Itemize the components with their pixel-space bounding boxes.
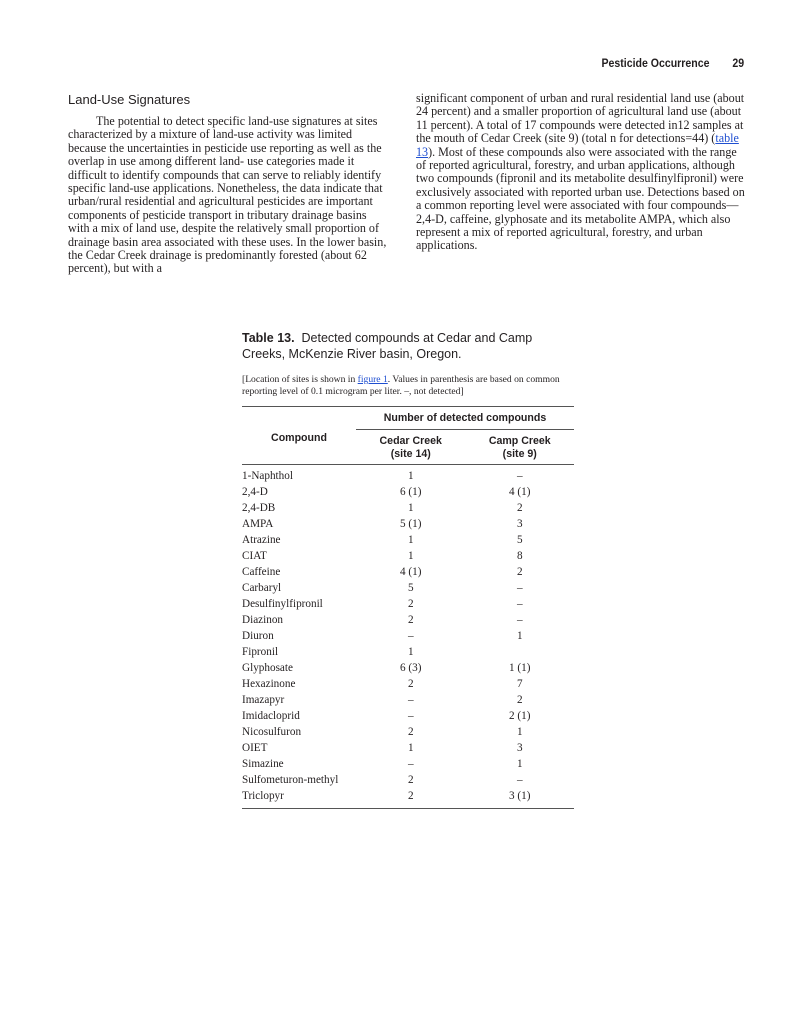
compound-cell: Imidacloprid [242, 710, 300, 722]
camp-creek-cell: – [516, 614, 523, 626]
paragraph-right-text-2: ). Most of these compounds also were associated with the range of reported agricultural, forestry, and urban applications, although two compounds (fipronil and its metabolite desulfinylfipronil) were exclusively associated with reported urban use. Detections based on a common reporting level were associated with four compounds—2,4-D, caffeine, glyphosate and its metabolite AMPA, which also represent a mix of reported agricultural, forestry, and urban applications. [416, 144, 745, 253]
table-row [242, 500, 574, 516]
compound-cell: Atrazine [242, 534, 281, 546]
header-camp-site: (site 9) [502, 448, 537, 460]
detected-compounds-table [242, 406, 574, 809]
camp-creek-cell: – [516, 470, 523, 482]
table-row [242, 772, 574, 788]
camp-creek-cell: 4 (1) [509, 486, 531, 498]
cedar-creek-cell: 1 [407, 534, 414, 546]
table-label: Table 13. [242, 331, 295, 345]
table-caption [242, 330, 574, 362]
figure-1-link[interactable]: figure 1 [357, 374, 388, 385]
camp-creek-cell [466, 644, 575, 660]
page-number: 29 [732, 56, 744, 70]
camp-creek-cell: 2 [516, 566, 523, 578]
table-row [242, 465, 574, 485]
table-caption-text: Detected compounds at Cedar and Camp Creeks, McKenzie River basin, Oregon. [242, 331, 533, 361]
header-camp [466, 430, 575, 465]
camp-creek-cell: – [516, 774, 523, 786]
table-row [242, 580, 574, 596]
cedar-creek-cell: 2 [407, 726, 414, 738]
compound-cell: Nicosulfuron [242, 726, 302, 738]
cedar-creek-cell: 6 (3) [400, 662, 422, 674]
cedar-creek-cell: 2 [407, 598, 414, 610]
compound-cell: Fipronil [242, 646, 279, 658]
header-group: Number of detected compounds [356, 407, 574, 430]
table-row [242, 692, 574, 708]
camp-creek-cell: 3 [516, 742, 523, 754]
table-note [242, 374, 574, 398]
left-column [68, 92, 390, 276]
cedar-creek-cell: – [407, 630, 414, 642]
header-cedar-name: Cedar Creek [379, 435, 442, 447]
paragraph-right [416, 92, 748, 253]
header-camp-name: Camp Creek [488, 435, 551, 447]
camp-creek-cell: 1 [516, 630, 523, 642]
table-row [242, 756, 574, 772]
running-head-title: Pesticide Occurrence [601, 56, 710, 70]
cedar-creek-cell: 6 (1) [400, 486, 422, 498]
cedar-creek-cell: 1 [407, 742, 414, 754]
cedar-creek-cell: 1 [407, 550, 414, 562]
camp-creek-cell: – [516, 598, 523, 610]
compound-cell: 2,4-DB [242, 502, 276, 514]
cedar-creek-cell: 1 [407, 646, 414, 658]
table-row [242, 564, 574, 580]
table-row [242, 612, 574, 628]
cedar-creek-cell: 2 [407, 790, 414, 802]
cedar-creek-cell: 2 [407, 774, 414, 786]
table-row [242, 660, 574, 676]
compound-cell: CIAT [242, 550, 267, 562]
paragraph-right-text-1: significant component of urban and rural residential land use (about 24 percent) and a smaller proportion of agricultural land use (about 11 percent). A total of 17 compounds were detected in12 samples at the mouth of Cedar Creek (site 9) (total n for detections=44) ( [416, 91, 745, 146]
cedar-creek-cell: 1 [407, 502, 414, 514]
cedar-creek-cell: – [407, 758, 414, 770]
header-compound: Compound [242, 407, 356, 465]
cedar-creek-cell: – [407, 710, 414, 722]
table-row [242, 724, 574, 740]
cedar-creek-cell: 5 [407, 582, 414, 594]
table-row [242, 708, 574, 724]
table-row [242, 484, 574, 500]
table-row [242, 676, 574, 692]
table-row [242, 596, 574, 612]
table-row [242, 740, 574, 756]
compound-cell: Imazapyr [242, 694, 285, 706]
cedar-creek-cell: 4 (1) [400, 566, 422, 578]
table-note-text-1: [Location of sites is shown in [242, 374, 358, 385]
table-13-link[interactable]: table 13 [416, 131, 739, 159]
compound-cell: Hexazinone [242, 678, 296, 690]
compound-cell: Triclopyr [242, 790, 284, 802]
compound-cell: AMPA [242, 518, 274, 530]
compound-cell: Desulfinylfipronil [242, 598, 323, 610]
table-row [242, 788, 574, 809]
compound-cell: Caffeine [242, 566, 281, 578]
header-cedar [356, 430, 466, 465]
table-row [242, 628, 574, 644]
cedar-creek-cell: 2 [407, 614, 414, 626]
table-row [242, 532, 574, 548]
table-row [242, 644, 574, 660]
compound-cell: Diazinon [242, 614, 284, 626]
compound-cell: OIET [242, 742, 268, 754]
compound-cell: 2,4-D [242, 486, 268, 498]
compound-cell: Simazine [242, 758, 284, 770]
camp-creek-cell: 1 [516, 726, 523, 738]
header-cedar-site: (site 14) [390, 448, 431, 460]
camp-creek-cell: 5 [516, 534, 523, 546]
cedar-creek-cell: 5 (1) [400, 518, 422, 530]
cedar-creek-cell: 1 [407, 470, 414, 482]
compound-cell: Sulfometuron-methyl [242, 774, 339, 786]
table-note-text-2: . Values in parenthesis are based on common reporting level of 0.1 microgram per liter. –, not detected] [242, 374, 560, 397]
running-head [601, 56, 744, 70]
table-row [242, 548, 574, 564]
table-block [242, 330, 574, 809]
compound-cell: Diuron [242, 630, 274, 642]
table-row [242, 516, 574, 532]
right-column [416, 92, 748, 253]
cedar-creek-cell: 2 [407, 678, 414, 690]
camp-creek-cell: 2 [516, 694, 523, 706]
camp-creek-cell: 8 [516, 550, 523, 562]
compound-cell: 1-Naphthol [242, 470, 293, 482]
camp-creek-cell: – [516, 582, 523, 594]
compound-cell: Glyphosate [242, 662, 293, 674]
camp-creek-cell: 1 (1) [509, 662, 531, 674]
camp-creek-cell: 7 [516, 678, 523, 690]
camp-creek-cell: 2 (1) [509, 710, 531, 722]
camp-creek-cell: 2 [516, 502, 523, 514]
camp-creek-cell: 3 (1) [509, 790, 531, 802]
cedar-creek-cell: – [407, 694, 414, 706]
compound-cell: Carbaryl [242, 582, 282, 594]
section-title: Land-Use Signatures [68, 92, 191, 107]
camp-creek-cell: 3 [516, 518, 523, 530]
camp-creek-cell: 1 [516, 758, 523, 770]
paragraph-left: The potential to detect specific land-use signatures at sites characterized by a mixture of land-use activity was limited because the uncertainties in pesticide use reporting as well as the overlap in use among different land- use categories made it difficult to identify compounds that can serve to reliably identify specific land-use applications. Nonetheless, the data indicate that urban/rural residential and agricultural pesticides are important components of pesticide transport in tributary drainage basins with a mix of land use, despite the relatively small proportion of drainage basin area associated with these uses. In the lower basin, the Cedar Creek drainage is predominantly forested (about 62 percent), but with a [68, 114, 387, 276]
table-body [242, 465, 574, 809]
